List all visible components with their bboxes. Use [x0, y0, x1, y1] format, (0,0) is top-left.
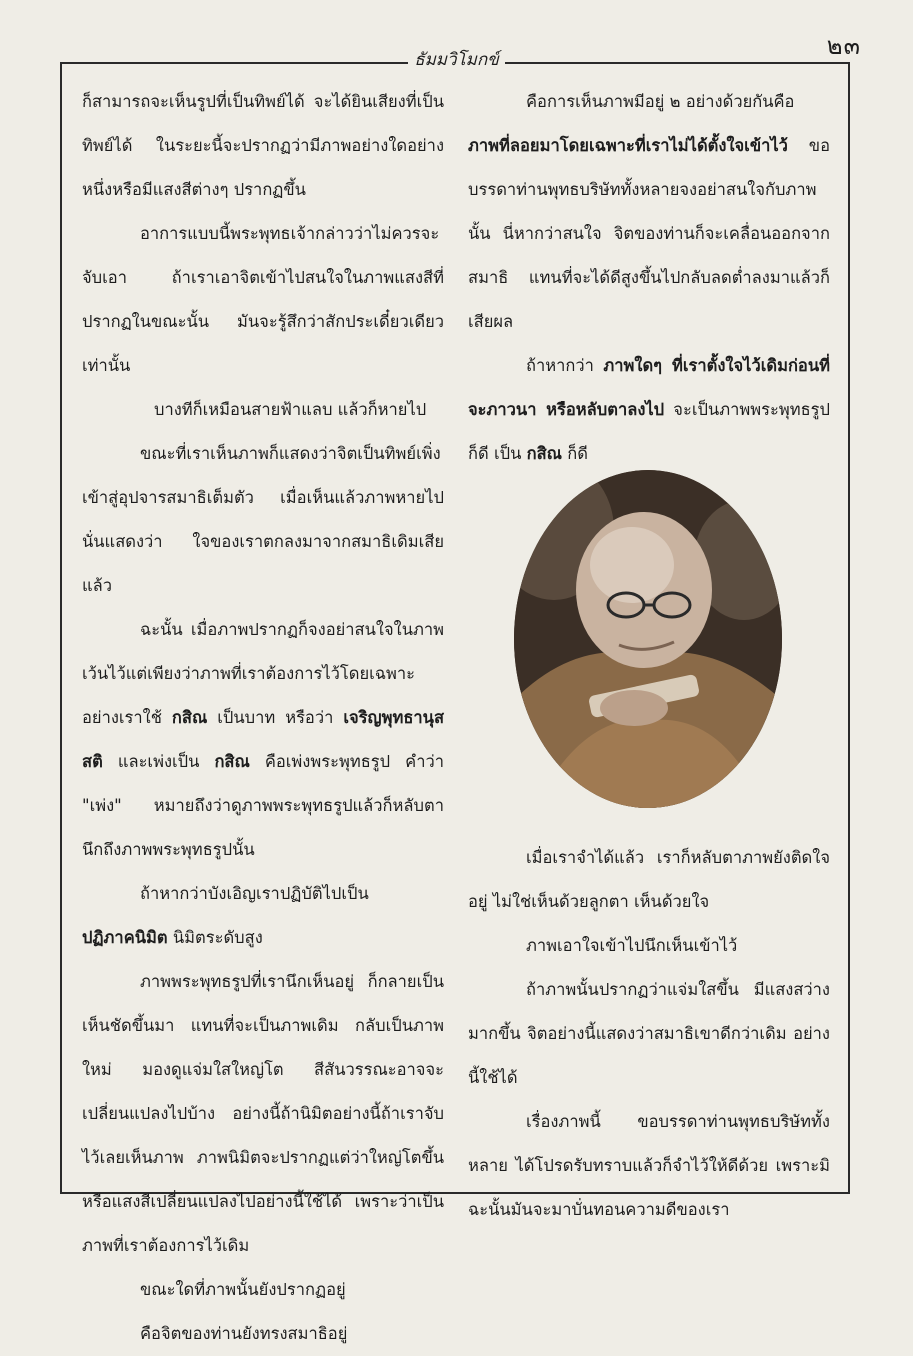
bold-term: ภาพใดๆ ที่เราตั้งใจไว้เดิมก่อนที่จะภาวนา หรือหลับตาลงไป: [468, 356, 830, 419]
bold-term: ภาพที่ลอยมาโดยเฉพาะที่เราไม่ได้ตั้งใจเข้าไว้: [468, 136, 788, 155]
header-title: ธัมมวิโมกข์: [408, 46, 505, 73]
paragraph: คือการเห็นภาพมีอยู่ ๒ อย่างด้วยกันคือ: [526, 92, 795, 111]
paragraph: อาการแบบนี้พระพุทธเจ้ากล่าวว่าไม่ควรจะจับเอา ถ้าเราเอาจิตเข้าไปสนใจในภาพแสงสีที่ปรากฏในขณะนั้น มันจะรู้สึกว่าสักประเดี๋ยวเดียวเท่านั้น: [82, 224, 444, 375]
paragraph: คือจิตของท่านยังทรงสมาธิอยู่: [140, 1324, 348, 1343]
paragraph: ถ้าภาพนั้นปรากฏว่าแจ่มใสขึ้น มีแสงสว่างมากขึ้น จิตอย่างนี้แสดงว่าสมาธิเขาดีกว่าเดิม อย่างนี้ใช้ได้: [468, 980, 830, 1087]
monk-portrait-photo: [514, 470, 782, 808]
bold-term: กสิณ: [526, 444, 562, 463]
paragraph: ปฏิภาคนิมิต นิมิตระดับสูง: [82, 928, 263, 947]
paragraph: ขณะที่เราเห็นภาพก็แสดงว่าจิตเป็นทิพย์เพิ่งเข้าสู่อุปจารสมาธิเต็มตัว เมื่อเห็นแล้วภาพหายไปนั่นแสดงว่า ใจของเราตกลงมาจากสมาธิเดิมเสียแล้ว: [82, 444, 444, 595]
bold-term: ปฏิภาคนิมิต: [82, 928, 168, 947]
running-header: [0, 46, 913, 73]
bold-term: กสิณ: [214, 752, 250, 771]
bold-term: กสิณ: [171, 708, 208, 727]
left-column: [82, 80, 444, 1356]
paragraph: ขณะใดที่ภาพนั้นยังปรากฏอยู่: [140, 1280, 346, 1299]
page-number: ๒๓: [826, 32, 861, 60]
paragraph: ก็สามารถจะเห็นรูปที่เป็นทิพย์ได้ จะได้ยินเสียงที่เป็นทิพย์ได้ ในระยะนี้จะปรากฏว่ามีภาพอย่างใดอย่างหนึ่งหรือมีแสงสีต่างๆ ปรากฏขึ้น: [82, 92, 444, 199]
paragraph: ภาพที่ลอยมาโดยเฉพาะที่เราไม่ได้ตั้งใจเข้าไว้ ขอบรรดาท่านพุทธบริษัททั้งหลายจงอย่าสนใจกับภาพนั้น นี่หากว่าสนใจ จิตของท่านก็จะเคลื่อนออกจากสมาธิ แทนที่จะได้ดีสูงขึ้นไปกลับลดต่ำลงมาแล้วก็เสียผล: [468, 136, 830, 331]
paragraph: บางทีก็เหมือนสายฟ้าแลบ แล้วก็หายไป: [154, 400, 427, 419]
bold-term: เจริญพุทธานุสสติ: [82, 708, 445, 771]
paragraph: ฉะนั้น เมื่อภาพปรากฏก็จงอย่าสนใจในภาพ เว้นไว้แต่เพียงว่าภาพที่เราต้องการไว้โดยเฉพาะ อย่างเราใช้ กสิณ เป็นบาท หรือว่า เจริญพุทธานุสสติ และเพ่งเป็น กสิณ คือเพ่งพระพุทธรูป คำว่า "เพ่ง" หมายถึงว่าดูภาพพระพุทธรูปแล้วก็หลับตานึกถึงภาพพระพุทธรูปนั้น: [82, 620, 445, 859]
paragraph: เรื่องภาพนี้ ขอบรรดาท่านพุทธบริษัททั้งหลาย ได้โปรดรับทราบแล้วก็จำไว้ให้ดีด้วย เพราะมิฉะนั้นมันจะมาบั่นทอนความดีของเรา: [468, 1112, 830, 1219]
paragraph: ถ้าหากว่า ภาพใดๆ ที่เราตั้งใจไว้เดิมก่อนที่จะภาวนา หรือหลับตาลงไป จะเป็นภาพพระพุทธรูปก็ดี เป็น กสิณ ก็ดี: [468, 356, 830, 463]
paragraph: ภาพเอาใจเข้าไปนึกเห็นเข้าไว้: [526, 936, 738, 955]
paragraph: ภาพพระพุทธรูปที่เรานึกเห็นอยู่ ก็กลายเป็นเห็นชัดขึ้นมา แทนที่จะเป็นภาพเดิม กลับเป็นภาพใหม่ มองดูแจ่มใสใหญ่โต สีสันวรรณะอาจจะเปลี่ยนแปลงไปบ้าง อย่างนี้ถ้านิมิตอย่างนี้ถ้าเราจับไว้เลยเห็นภาพ ภาพนิมิตจะปรากฏแต่ว่าใหญ่โตขึ้น หรือแสงสีเปลี่ยนแปลงไปอย่างนี้ใช้ได้ เพราะว่าเป็นภาพที่เราต้องการไว้เดิม: [82, 972, 444, 1255]
paragraph: ถ้าหากว่าบังเอิญเราปฏิบัติไปเป็น: [140, 884, 369, 903]
paragraph: เมื่อเราจำได้แล้ว เราก็หลับตาภาพยังติดใจอยู่ ไม่ใช่เห็นด้วยลูกตา เห็นด้วยใจ: [468, 848, 830, 911]
